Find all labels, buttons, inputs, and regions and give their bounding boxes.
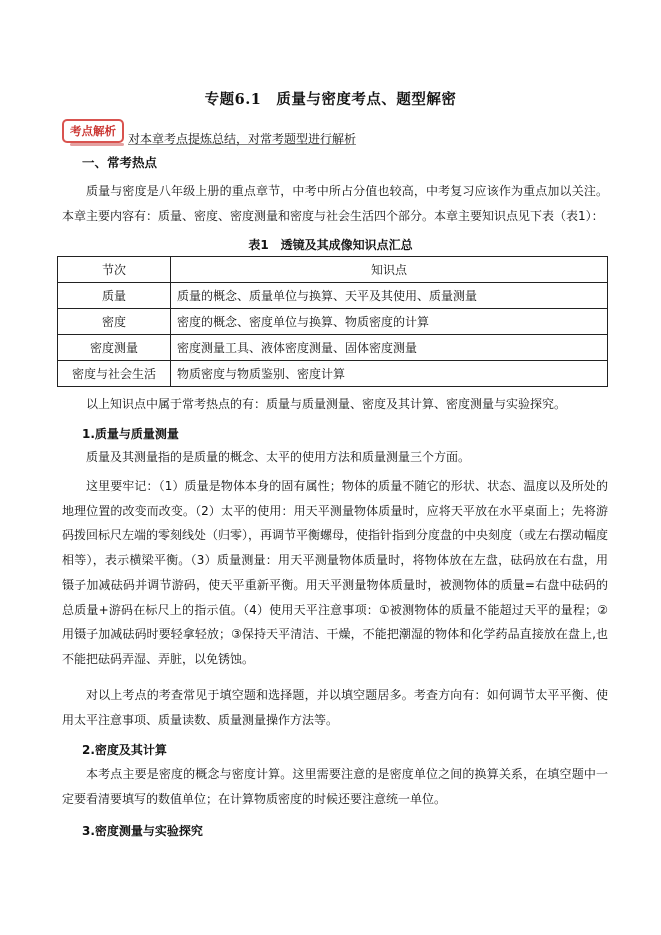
topic1-paragraph-1: 质量及其测量指的是质量的概念、太平的使用方法和质量测量三个方面。 — [86, 450, 471, 464]
table-row — [58, 335, 608, 361]
cell-points: 质量的概念、质量单位与换算、天平及其使用、质量测量 — [171, 283, 608, 309]
table-row — [58, 283, 608, 309]
topic2-paragraph-1: 本考点主要是密度的概念与密度计算。这里需要注意的是密度单位之间的换算关系，在填空题中一定要看清要填写的数值单位；在计算物质密度的时候还要注意统一单位。 — [62, 767, 608, 806]
document-title: 专题6.1 质量与密度考点、题型解密 — [204, 91, 457, 108]
badge-caption: 对本章考点提炼总结，对常考题型进行解析 — [128, 132, 357, 146]
topic-heading-mass: 1.质量与质量测量 — [82, 427, 179, 441]
topic-heading-density: 2.密度及其计算 — [82, 743, 167, 757]
header-cell-points: 知识点 — [171, 257, 608, 283]
cell-points: 物质密度与物质鉴别、密度计算 — [171, 361, 608, 387]
exam-analysis-badge: 考点解析 — [62, 119, 124, 143]
cell-section: 密度与社会生活 — [58, 361, 171, 387]
table-header-row — [58, 257, 608, 283]
cell-points: 密度的概念、密度单位与换算、物质密度的计算 — [171, 309, 608, 335]
intro-paragraph: 质量与密度是八年级上册的重点章节，中考中所占分值也较高，中考复习应该作为重点加以关注。本章主要内容有：质量、密度、密度测量和密度与社会生活四个部分。本章主要知识点见下表（表1）： — [62, 184, 608, 223]
knowledge-table — [57, 256, 608, 387]
table-caption: 表1 透镜及其成像知识点汇总 — [248, 238, 413, 252]
topic-heading-density-measurement: 3.密度测量与实验探究 — [82, 824, 203, 838]
header-cell-section: 节次 — [58, 257, 171, 283]
after-table-paragraph: 以上知识点中属于常考热点的有：质量与质量测量、密度及其计算、密度测量与实验探究。 — [86, 397, 567, 411]
table-row — [58, 309, 608, 335]
topic1-paragraph-3: 对以上考点的考查常见于填空题和选择题，并以填空题居多。考查方向有：如何调节太平平衡、使用太平注意事项、质量读数、质量测量操作方法等。 — [62, 688, 608, 727]
table-row — [58, 361, 608, 387]
cell-section: 质量 — [58, 283, 171, 309]
cell-section: 密度测量 — [58, 335, 171, 361]
cell-points: 密度测量工具、液体密度测量、固体密度测量 — [171, 335, 608, 361]
topic1-paragraph-2: 这里要牢记：（1）质量是物体本身的固有属性；物体的质量不随它的形状、状态、温度以及所处的地理位置的改变而改变。（2）太平的使用：用天平测量物体质量时，应将天平放在水平桌面上；先将游码拨回标尺左端的零刻线处（归零），再调节平衡螺母，使指针指到分度盘的中央刻度（或左右摆动幅度相等），表示横梁平衡。（3）质量测量：用天平测量物体质量时，将物体放在左盘，砝码放在右盘，用镊子加减砝码并调节游码，使天平重新平衡。用天平测量物体质量时，被测物体的质量=右盘中砝码的总质量+游码在标尺上的指示值。（4）使用天平注意事项：①被测物体的质量不能超过天平的量程；②用镊子加减砝码时要轻拿轻放；③保持天平清洁、干燥，不能把潮湿的物体和化学药品直接放在盘上,也不能把砝码弄湿、弄脏，以免锈蚀。 — [62, 479, 609, 666]
section-heading-hot-topics: 一、常考热点 — [82, 155, 158, 170]
cell-section: 密度 — [58, 309, 171, 335]
